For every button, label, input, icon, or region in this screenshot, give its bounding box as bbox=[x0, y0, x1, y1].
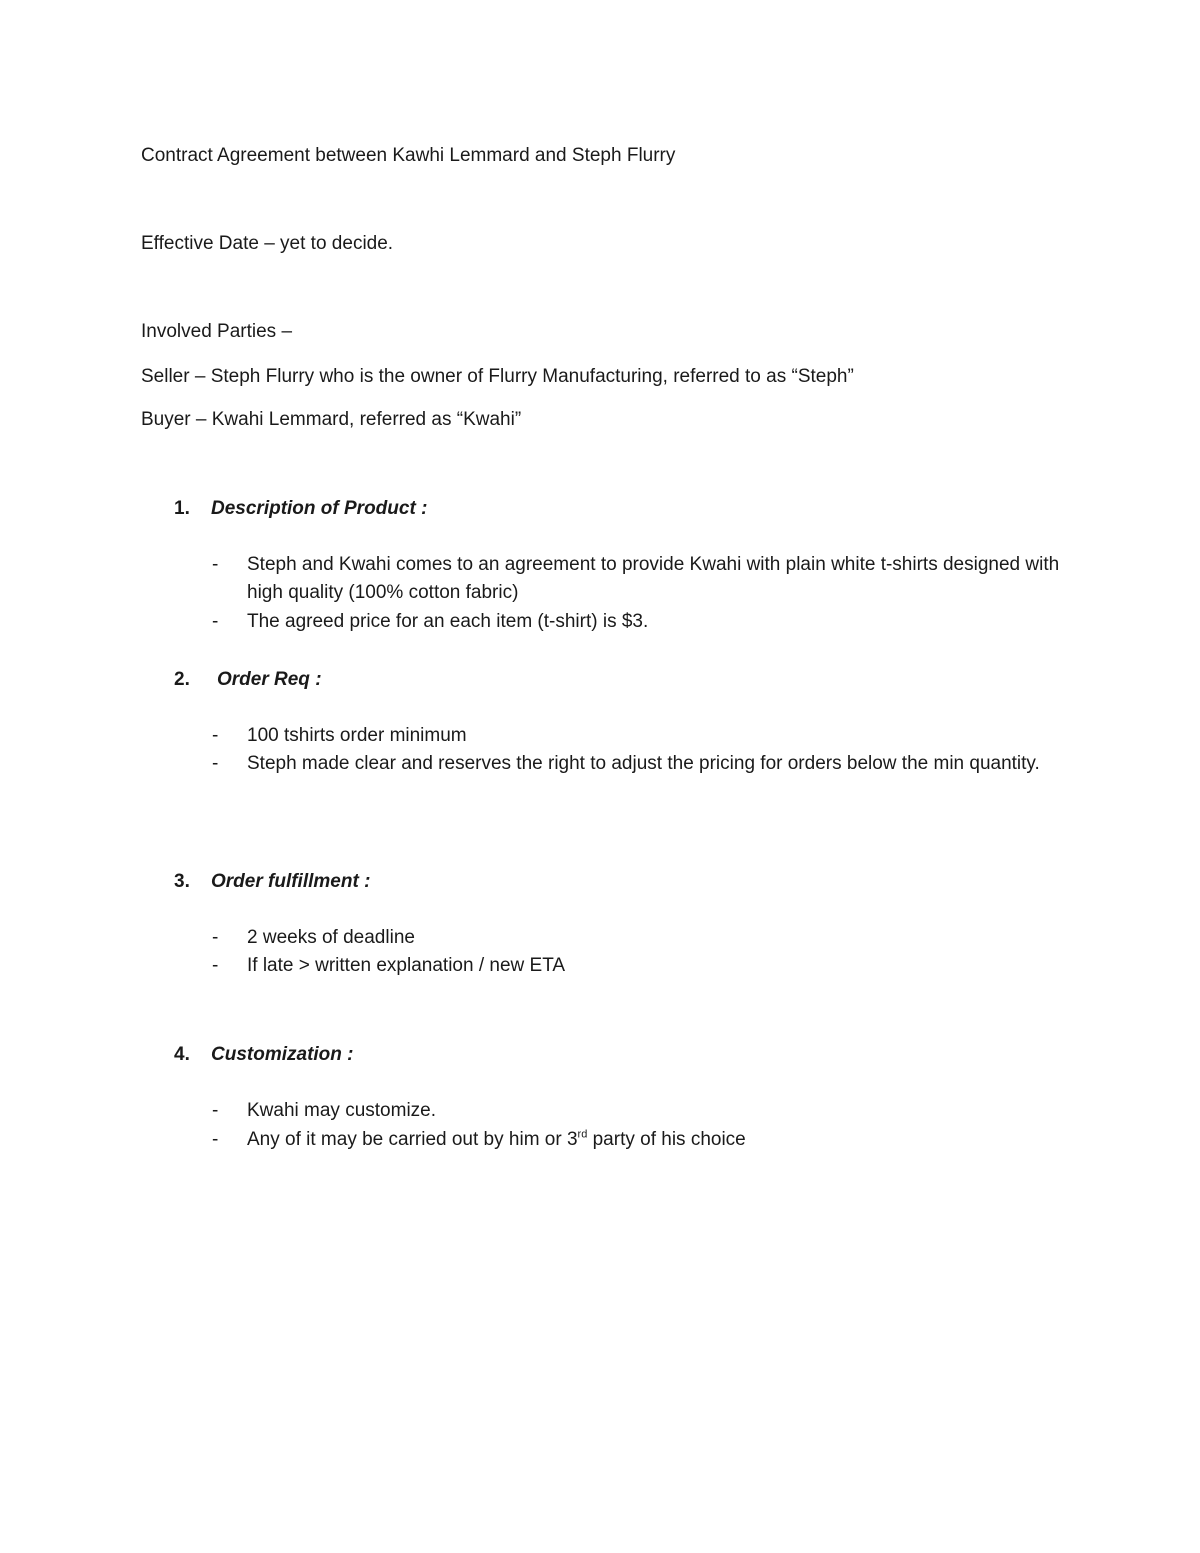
section-number: 3. bbox=[174, 871, 190, 892]
bullet-marker: - bbox=[212, 1100, 219, 1121]
section-3-header bbox=[174, 868, 370, 896]
list-item-text bbox=[247, 1126, 1067, 1154]
section-heading: Order Req : bbox=[217, 669, 322, 690]
list-item-text-part: party of his choice bbox=[592, 1129, 746, 1150]
list-item-text: Steph made clear and reserves the right to adjust the pricing for orders below the min quantity. bbox=[247, 753, 1040, 774]
effective-date: Effective Date – yet to decide. bbox=[141, 233, 394, 254]
bullet-marker: - bbox=[212, 927, 219, 948]
list-item bbox=[212, 924, 1067, 952]
section-heading: Description of Product : bbox=[211, 498, 428, 519]
bullet-marker: - bbox=[212, 611, 219, 632]
bullet-marker: - bbox=[212, 1129, 219, 1150]
list-item bbox=[212, 1097, 1067, 1125]
section-heading: Customization : bbox=[211, 1044, 354, 1065]
list-item bbox=[212, 750, 1067, 778]
seller-line: Seller – Steph Flurry who is the owner of Flurry Manufacturing, referred to as “Steph” bbox=[141, 366, 854, 387]
list-item-text: If late > written explanation / new ETA bbox=[247, 955, 566, 976]
section-2-header bbox=[174, 666, 322, 694]
document-title: Contract Agreement between Kawhi Lemmard and Steph Flurry bbox=[141, 145, 676, 166]
list-item-text: Steph and Kwahi comes to an agreement to provide Kwahi with plain white t-shirts designed with high quality (100% cotton fabric) bbox=[247, 554, 1060, 603]
list-item-text-part: Any of it may be carried out by him or 3 bbox=[247, 1129, 578, 1150]
list-item-text: Kwahi may customize. bbox=[247, 1100, 437, 1121]
section-4-header bbox=[174, 1041, 354, 1069]
list-item-text: 2 weeks of deadline bbox=[247, 927, 415, 948]
buyer-line: Buyer – Kwahi Lemmard, referred as “Kwahi” bbox=[141, 409, 522, 430]
bullet-marker: - bbox=[212, 554, 219, 575]
list-item bbox=[212, 551, 1067, 607]
list-item bbox=[212, 608, 1067, 636]
section-heading: Order fulfillment : bbox=[211, 871, 371, 892]
list-item bbox=[212, 1126, 1067, 1154]
ordinal-suffix: rd bbox=[577, 1128, 588, 1141]
parties-heading: Involved Parties – bbox=[141, 321, 293, 342]
section-1-header bbox=[174, 495, 427, 523]
bullet-marker: - bbox=[212, 955, 219, 976]
bullet-marker: - bbox=[212, 753, 219, 774]
list-item bbox=[212, 722, 1067, 750]
list-item-text: The agreed price for an each item (t-shirt) is $3. bbox=[247, 611, 649, 632]
section-number: 1. bbox=[174, 498, 190, 519]
section-number: 2. bbox=[174, 669, 190, 690]
bullet-marker: - bbox=[212, 725, 219, 746]
section-number: 4. bbox=[174, 1044, 190, 1065]
list-item-text: 100 tshirts order minimum bbox=[247, 725, 467, 746]
list-item bbox=[212, 952, 1067, 980]
